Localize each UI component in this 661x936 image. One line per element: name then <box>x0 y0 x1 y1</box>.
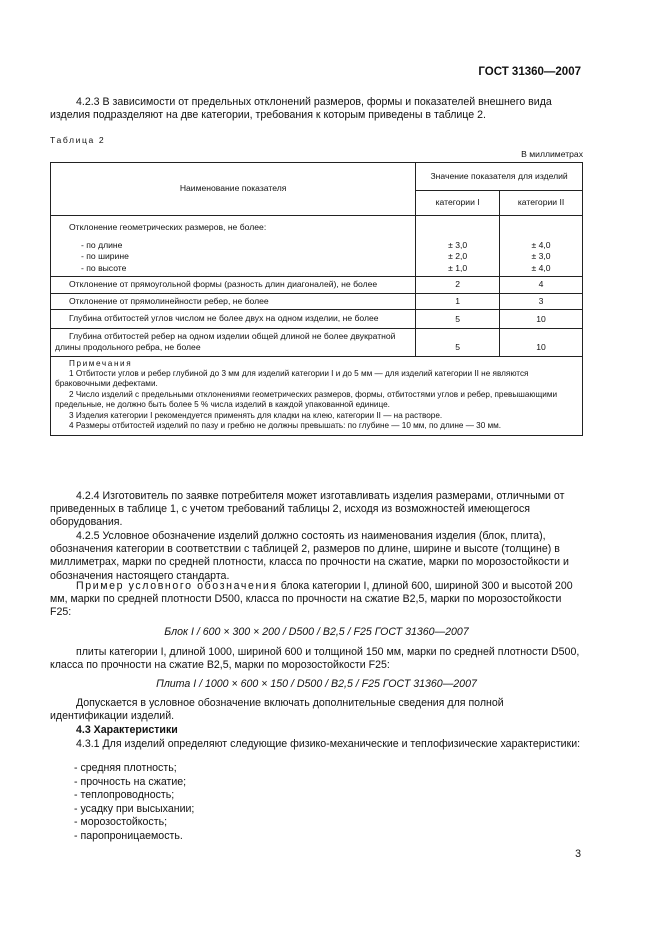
cell: 2 <box>416 277 500 294</box>
table-row <box>51 328 583 356</box>
cell: 10 <box>500 328 583 356</box>
note-2: 2 Число изделий с предельными отклонениями геометрических размеров, формы, отбитостями углов и ребер, превышающими предельные, не должно быть более 5 % числа изделий в каждой упакованной единице. <box>55 389 558 410</box>
document-header: ГОСТ 31360—2007 <box>478 66 581 78</box>
cell: ± 3,0 <box>531 251 551 261</box>
table-row <box>51 216 583 277</box>
table-row <box>51 293 583 310</box>
cell: ± 1,0 <box>448 262 468 273</box>
example-paragraph-1 <box>50 580 583 620</box>
example-designation-2: Плита I / 1000 × 600 × 150 / D500 / B2,5 / F25 ГОСТ 31360—2007 <box>156 678 477 690</box>
example-text-1: блока категории I, длиной 600, шириной 300 и высотой 200 мм, марки по средней плотности D500, класса по прочности на сжатие B2,5, марки по морозостойкости F25: <box>50 580 573 619</box>
list-item: - теплопроводность; <box>74 789 175 801</box>
table-2 <box>50 162 583 436</box>
section-4-3-title: 4.3 Характеристики <box>76 724 178 736</box>
cell: 5 <box>416 328 500 356</box>
note-3: 3 Изделия категории I рекомендуется применять для кладки на клею, категории II — на растворе. <box>69 410 443 420</box>
row-title: Отклонение геометрических размеров, не более: <box>69 222 267 232</box>
note-1: 1 Отбитости углов и ребер глубиной до 3 мм для изделий категории I и до 5 мм — для изделий категории II не являются браковочными дефектами. <box>55 368 529 389</box>
cell: Отклонение от прямоугольной формы (разность длин диагоналей), не более <box>51 277 416 294</box>
table-row <box>51 310 583 329</box>
cell: Отклонение от прямолинейности ребер, не более <box>51 293 416 310</box>
cell: 3 <box>500 293 583 310</box>
cell: Глубина отбитостей углов числом не более двух на одном изделии, не более <box>51 310 416 329</box>
example-label: Пример условного обозначения <box>76 580 278 592</box>
cell: Глубина отбитостей ребер на одном изделии общей длиной не более двукратной длины продольного ребра, не более <box>51 328 416 356</box>
page-number: 3 <box>575 848 581 860</box>
row-sub-height: - по высоте <box>81 262 127 273</box>
table-row <box>51 277 583 294</box>
table-header-cat1: категории I <box>416 191 500 216</box>
paragraph-additional: Допускается в условное обозначение включать дополнительные сведения для полной идентификации изделий. <box>50 697 504 723</box>
list-item: - паропроницаемость. <box>74 829 183 842</box>
table-units: В миллиметрах <box>521 149 583 159</box>
paragraph-4-2-3: 4.2.3 В зависимости от предельных отклонений размеров, формы и показателей внешнего вида изделия подразделяют на две категории, требования к которым приведены в таблице 2. <box>50 96 552 122</box>
cell: 1 <box>416 293 500 310</box>
cell: ± 2,0 <box>448 251 468 261</box>
paragraph-4-3-1: 4.3.1 Для изделий определяют следующие физико-механические и теплофизические характеристики: <box>76 738 581 750</box>
cell: 10 <box>500 310 583 329</box>
characteristics-list <box>74 762 194 843</box>
paragraph-4-2-4: 4.2.4 Изготовитель по заявке потребителя может изготавливать изделия размерами, отличными от приведенных в таблице 1, с учетом требований таблицы 2, исходя из возможностей имеющегося оборудования. <box>50 490 565 529</box>
paragraph-4-2-5: 4.2.5 Условное обозначение изделий должно состоять из наименования изделия (блок, плита), обозначения категории в соответствии с таблицей 2, размеров по длине, ширине и высоте (толщине) в миллиметрах, марки по средней плотности, класса по прочности на сжатие, марки по морозостойкости и обозначения настоящего стандарта. <box>50 530 569 582</box>
cell: ± 4,0 <box>531 262 551 273</box>
table-label: Таблица 2 <box>50 135 106 145</box>
list-item: - морозостойкость; <box>74 816 168 828</box>
row-sub-width: - по ширине <box>81 251 129 261</box>
list-item: - средняя плотность; <box>74 762 177 774</box>
table-header-cat2: категории II <box>500 191 583 216</box>
note-4: 4 Размеры отбитостей изделий по пазу и гребню не должны превышать: по глубине — 10 мм, по длине — 30 мм. <box>69 420 502 430</box>
row-sub-length: - по длине <box>81 239 123 250</box>
cell: 4 <box>500 277 583 294</box>
example-designation-1: Блок I / 600 × 300 × 200 / D500 / B2,5 / F25 ГОСТ 31360—2007 <box>164 626 469 638</box>
table-header-name: Наименование показателя <box>51 163 416 216</box>
list-item: - усадку при высыхании; <box>74 802 195 815</box>
table-notes <box>51 356 583 436</box>
list-item: - прочность на сжатие; <box>74 775 187 788</box>
cell: ± 4,0 <box>531 239 551 250</box>
notes-title: Примечания <box>69 358 133 368</box>
cell: ± 3,0 <box>448 239 468 250</box>
table-header-value: Значение показателя для изделий <box>416 163 583 191</box>
cell: 5 <box>416 310 500 329</box>
example-paragraph-2: плиты категории I, длиной 1000, шириной 600 и толщиной 150 мм, марки по средней плотности D500, класса по прочности на сжатие B2,5, марки по морозостойкости F25: <box>50 646 580 672</box>
